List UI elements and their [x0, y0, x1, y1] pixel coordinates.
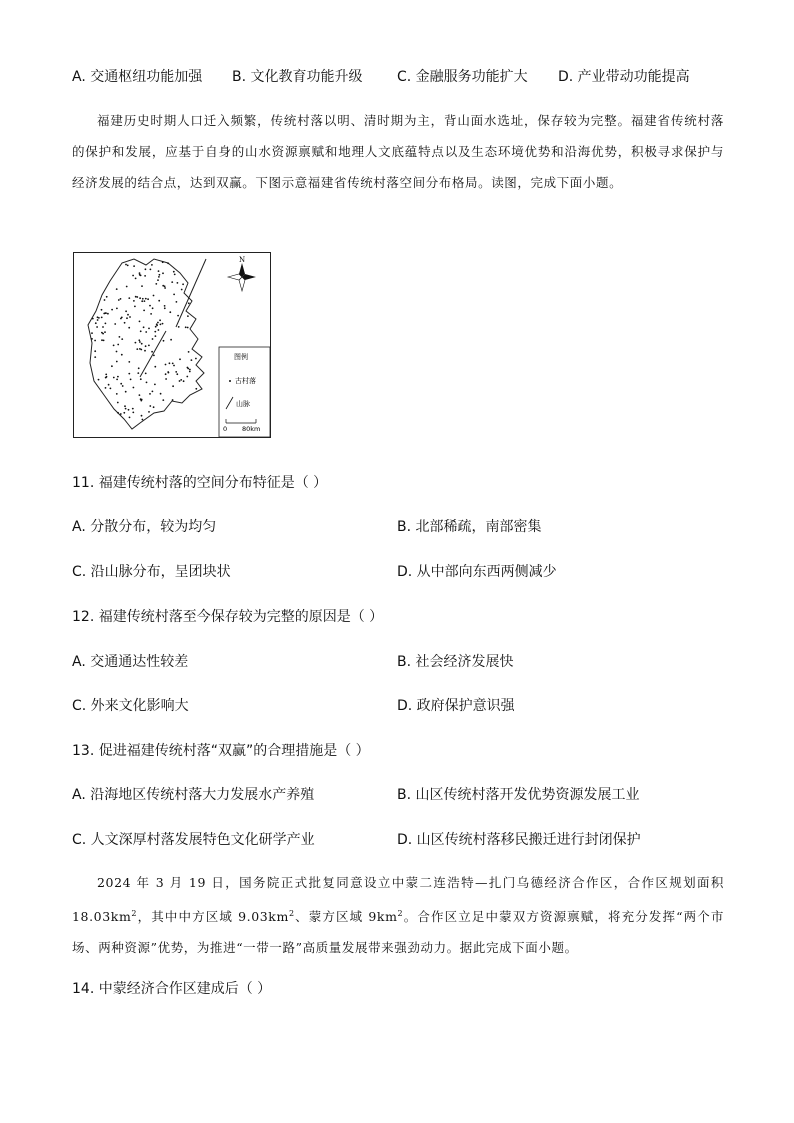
village-dot	[164, 287, 166, 289]
scale-zero: 0	[223, 425, 228, 433]
village-dot	[136, 348, 138, 350]
village-dot	[155, 326, 157, 328]
village-dot	[116, 288, 118, 290]
village-dot	[113, 377, 115, 379]
village-dot	[111, 365, 113, 367]
village-dot	[94, 356, 96, 358]
mountain-range-line	[176, 259, 206, 327]
village-dot	[103, 340, 105, 342]
legend-mountain-label: 山脉	[236, 400, 250, 408]
village-dot	[122, 385, 124, 387]
village-dot	[142, 419, 144, 421]
village-dot	[153, 355, 155, 357]
village-dot	[145, 345, 147, 347]
village-dot	[179, 358, 181, 360]
village-dot	[133, 387, 135, 389]
village-dot	[139, 348, 141, 350]
q13-option-b[interactable]: B. 山区传统村落开发优势资源发展工业	[397, 787, 640, 803]
village-dot	[97, 316, 99, 318]
village-dot	[132, 412, 134, 414]
fujian-village-map	[73, 252, 271, 438]
village-dot	[139, 341, 141, 343]
village-dot	[128, 297, 130, 299]
village-dot	[141, 285, 143, 287]
village-dot	[137, 372, 139, 374]
village-dot	[150, 313, 152, 315]
village-dot	[129, 417, 131, 419]
village-dot	[101, 309, 103, 311]
village-dot	[140, 330, 142, 332]
village-dot	[175, 371, 177, 373]
q12-option-c[interactable]: C. 外来文化影响大	[72, 698, 189, 714]
q11-option-d[interactable]: D. 从中部向东西两侧减少	[397, 564, 557, 580]
village-dot	[95, 322, 97, 324]
village-dot	[121, 354, 123, 356]
village-dot	[104, 331, 106, 333]
village-dot	[102, 326, 104, 328]
village-dot	[152, 338, 154, 340]
village-dot	[170, 339, 172, 341]
village-dot	[124, 322, 126, 324]
village-dot	[150, 269, 152, 271]
village-dot	[160, 393, 162, 395]
village-dot	[189, 371, 191, 373]
village-dot	[162, 399, 164, 401]
q12-option-d[interactable]: D. 政府保护意识强	[397, 698, 515, 714]
village-dot	[105, 374, 107, 376]
village-dot	[125, 264, 127, 266]
village-dot	[160, 324, 162, 326]
village-dot	[143, 326, 145, 328]
village-dot	[140, 378, 142, 380]
village-dot	[141, 415, 143, 417]
village-dot	[155, 335, 157, 337]
village-dot	[187, 315, 189, 317]
village-dots	[91, 261, 197, 420]
village-dot	[106, 296, 108, 298]
village-dot	[119, 336, 121, 338]
village-dot	[135, 296, 137, 298]
village-dot	[94, 350, 96, 352]
village-dot	[158, 276, 160, 278]
village-dot	[108, 384, 110, 386]
village-dot	[101, 332, 103, 334]
village-dot	[117, 402, 119, 404]
village-dot	[113, 345, 115, 347]
village-dot	[174, 274, 176, 276]
village-dot	[132, 275, 134, 277]
village-dot	[169, 311, 171, 313]
village-dot	[154, 331, 156, 333]
village-dot	[104, 299, 106, 301]
village-dot	[114, 323, 116, 325]
village-dot	[169, 362, 171, 364]
village-dot	[107, 313, 109, 315]
village-dot	[159, 274, 161, 276]
village-dot	[158, 300, 160, 302]
village-dot	[120, 413, 122, 415]
village-dot	[183, 380, 185, 382]
village-dot	[179, 380, 181, 382]
village-dot	[105, 312, 107, 314]
option-d[interactable]: D. 产业带动功能提高	[558, 69, 690, 85]
passage-china-mongolia: 2024 年 3 月 19 日，国务院正式批复同意设立中蒙二连浩特—扎门乌德经济合作区，合作区规划面积 $18.03km^2$，其中中方区域 $9.03km^2$、蒙方区域 $9km^2$。合作区立足中蒙双方资源禀赋，将充分发挥“两个市场、两种资源”优势，为推进“一带一路”高质量发展带来强劲动力。据此完成下面小题。	[72, 875, 724, 956]
question-13-stem: 13. 促进福建传统村落“双赢”的合理措施是（ ）	[72, 743, 370, 759]
village-dot	[139, 321, 141, 323]
village-dot	[148, 345, 150, 347]
village-dot	[123, 412, 125, 414]
village-dot	[172, 399, 174, 401]
village-dot	[120, 383, 122, 385]
village-dot	[125, 310, 127, 312]
village-dot	[152, 391, 154, 393]
village-dot	[134, 306, 136, 308]
north-arrow-icon	[228, 263, 256, 291]
village-dot	[116, 393, 118, 395]
village-dot	[121, 317, 123, 319]
question-12-stem: 12. 福建传统村落至今保存较为完整的原因是（ ）	[72, 609, 384, 625]
village-dot	[133, 265, 135, 267]
village-dot	[94, 340, 96, 342]
village-dot	[129, 316, 131, 318]
village-dot	[117, 344, 119, 346]
village-dot	[116, 351, 118, 353]
village-dot	[91, 338, 93, 340]
village-dot	[130, 379, 132, 381]
village-dot	[141, 300, 143, 302]
village-dot	[91, 332, 93, 334]
village-dot	[165, 364, 167, 366]
village-dot	[136, 296, 138, 298]
village-dot	[158, 329, 160, 331]
province-outline	[88, 259, 204, 429]
village-dot	[153, 406, 155, 408]
village-dot	[117, 412, 119, 414]
village-dot	[172, 385, 174, 387]
village-dot	[181, 289, 183, 291]
q13-option-c[interactable]: C. 人文深厚村落发展特色文化研学产业	[72, 832, 315, 848]
village-dot	[187, 327, 189, 329]
village-dot	[163, 340, 165, 342]
village-dot	[173, 271, 175, 273]
q11-option-a[interactable]: A. 分散分布，较为均匀	[72, 519, 217, 535]
village-dot	[133, 300, 135, 302]
village-dot	[135, 278, 137, 280]
option-b[interactable]: B. 文化教育功能升级	[232, 69, 363, 85]
village-dot	[139, 394, 141, 396]
village-dot	[177, 282, 179, 284]
map-graphic	[74, 253, 270, 437]
village-dot	[138, 339, 140, 341]
village-dot	[128, 373, 130, 375]
village-dot	[92, 318, 94, 320]
village-dot	[162, 285, 164, 287]
village-dot	[145, 331, 147, 333]
village-dot	[182, 283, 184, 285]
village-dot	[149, 393, 151, 395]
village-dot	[177, 315, 179, 317]
village-dot	[139, 297, 141, 299]
village-dot	[101, 339, 103, 341]
village-dot	[118, 299, 120, 301]
village-dot	[145, 268, 147, 270]
village-dot	[185, 326, 187, 328]
village-dot	[142, 298, 144, 300]
village-dot	[149, 405, 151, 407]
village-dot	[180, 379, 182, 381]
village-dot	[141, 399, 143, 401]
village-dot	[158, 270, 160, 272]
q13-option-a[interactable]: A. 沿海地区传统村落大力发展水产养殖	[72, 787, 315, 803]
village-dot	[111, 309, 113, 311]
village-dot	[135, 342, 137, 344]
village-dot	[195, 358, 197, 360]
village-dot	[101, 317, 103, 319]
village-dot	[128, 361, 130, 363]
village-dot	[165, 378, 167, 380]
village-dot	[151, 264, 153, 266]
option-a[interactable]: A. 交通枢纽功能加强	[72, 69, 203, 85]
north-label: N	[239, 256, 246, 264]
village-dot	[127, 265, 129, 267]
village-dot	[188, 302, 190, 304]
village-dot	[139, 272, 141, 274]
option-c[interactable]: C. 金融服务功能扩大	[397, 69, 528, 85]
village-dot	[145, 298, 147, 300]
village-dot	[125, 408, 127, 410]
legend-village-label: 古村落	[235, 377, 256, 385]
village-dot	[128, 409, 130, 411]
village-dot	[139, 274, 141, 276]
legend-title: 图例	[234, 353, 248, 361]
village-dot	[132, 408, 134, 410]
village-dot	[164, 307, 166, 309]
village-dot	[149, 305, 151, 307]
village-dot	[97, 319, 99, 321]
legend-village-symbol	[229, 380, 231, 382]
village-dot	[171, 281, 173, 283]
village-dot	[105, 387, 107, 389]
village-dot	[173, 365, 175, 367]
village-dot	[116, 308, 118, 310]
village-dot	[162, 272, 164, 274]
village-dot	[121, 338, 123, 340]
question-11-stem: 11. 福建传统村落的空间分布特征是（ ）	[72, 475, 328, 491]
village-dot	[147, 298, 149, 300]
village-dot	[188, 351, 190, 353]
q12-option-a[interactable]: A. 交通通达性较差	[72, 654, 189, 670]
village-dot	[143, 310, 145, 312]
village-dot	[157, 279, 159, 281]
village-dot	[98, 379, 100, 381]
village-dot	[148, 411, 150, 413]
village-dot	[164, 305, 166, 307]
village-dot	[178, 326, 180, 328]
village-dot	[146, 382, 148, 384]
village-dot	[144, 300, 146, 302]
q12-option-b[interactable]: B. 社会经济发展快	[397, 654, 514, 670]
village-dot	[116, 361, 118, 363]
village-dot	[103, 313, 105, 315]
village-dot	[148, 328, 150, 330]
village-dot	[157, 322, 159, 324]
village-dot	[110, 388, 112, 390]
village-dot	[126, 286, 128, 288]
village-dot	[106, 376, 108, 378]
village-dot	[144, 350, 146, 352]
village-dot	[154, 366, 156, 368]
village-dot	[120, 298, 122, 300]
q11-option-c[interactable]: C. 沿山脉分布，呈团块状	[72, 564, 231, 580]
village-dot	[154, 384, 156, 386]
village-dot	[117, 376, 119, 378]
village-dot	[126, 317, 128, 319]
village-dot	[167, 371, 169, 373]
village-dot	[155, 283, 157, 285]
village-dot	[105, 323, 107, 325]
village-dot	[173, 294, 175, 296]
village-dot	[172, 363, 174, 365]
village-dot	[191, 359, 193, 361]
scale-label: 80km	[242, 425, 261, 433]
village-dot	[176, 301, 178, 303]
passage-fujian: 福建历史时期人口迁入频繁，传统村落以明、清时期为主，背山面水选址，保存较为完整。福建省传统村落的保护和发展，应基于自身的山水资源禀赋和地理人文底蕴特点以及生态环境优势和沿海优势，积极寻求保护与经济发展的结合点，达到双赢。下图示意福建省传统村落空间分布格局。读图，完成下面小题。	[72, 113, 724, 190]
village-dot	[176, 373, 178, 375]
village-dot	[151, 351, 153, 353]
question-14-stem: 14. 中蒙经济合作区建成后（ ）	[72, 981, 272, 997]
village-dot	[125, 391, 127, 393]
village-dot	[159, 319, 161, 321]
village-dot	[145, 373, 147, 375]
village-dot	[124, 405, 126, 407]
village-dot	[186, 376, 188, 378]
village-dot	[127, 314, 129, 316]
village-dot	[138, 367, 140, 369]
village-dot	[189, 369, 191, 371]
village-dot	[156, 323, 158, 325]
mountain-range-line	[140, 331, 166, 377]
village-dot	[152, 307, 154, 309]
village-dot	[165, 373, 167, 375]
village-dot	[128, 327, 130, 329]
village-dot	[153, 295, 155, 297]
village-dot	[167, 262, 169, 264]
village-dot	[195, 388, 197, 390]
village-dot	[187, 367, 189, 369]
q11-option-b[interactable]: B. 北部稀疏，南部密集	[397, 519, 542, 535]
q13-option-d[interactable]: D. 山区传统村落移民搬迁进行封闭保护	[397, 832, 641, 848]
village-dot	[116, 379, 118, 381]
village-dot	[96, 326, 98, 328]
village-dot	[162, 261, 164, 263]
village-dot	[141, 343, 143, 345]
village-dot	[162, 323, 164, 325]
village-dot	[144, 275, 146, 277]
